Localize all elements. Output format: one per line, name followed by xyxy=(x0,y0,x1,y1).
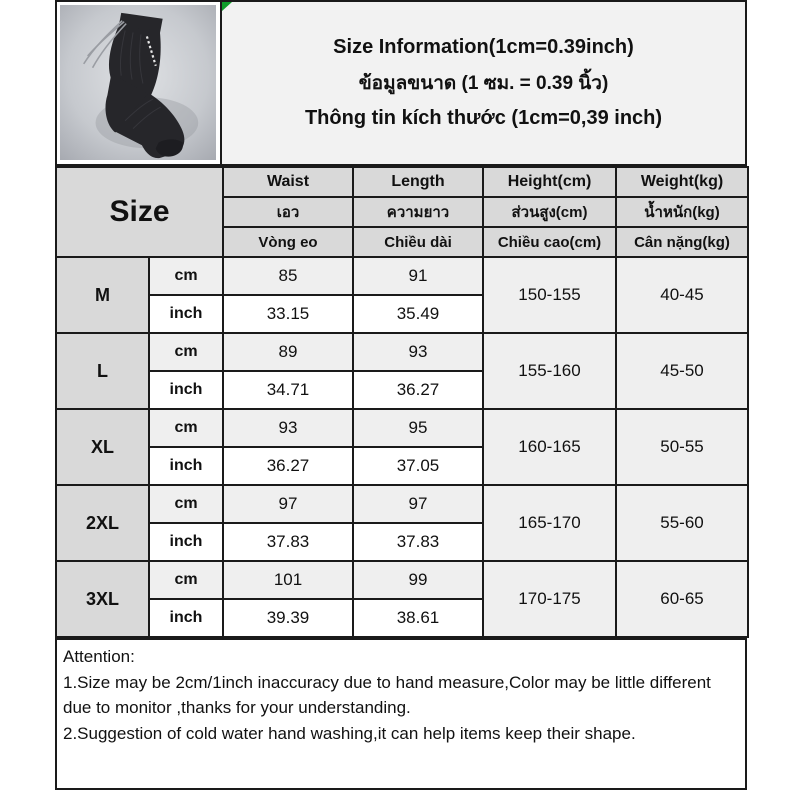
weight-range: 60-65 xyxy=(616,561,748,637)
length-cm-value: 97 xyxy=(353,485,483,523)
waist-cm-value: 93 xyxy=(223,409,353,447)
col-weight-th: น้ำหนัก(kg) xyxy=(616,197,748,227)
waist-inch-value: 34.71 xyxy=(223,371,353,409)
attention-note xyxy=(55,638,747,790)
unit-inch-label: inch xyxy=(149,599,223,637)
waist-cm-value: 85 xyxy=(223,257,353,295)
weight-range: 40-45 xyxy=(616,257,748,333)
waist-inch-value: 33.15 xyxy=(223,295,353,333)
unit-cm-label: cm xyxy=(149,333,223,371)
waist-inch-value: 39.39 xyxy=(223,599,353,637)
height-range: 170-175 xyxy=(483,561,616,637)
green-corner-marker-icon xyxy=(222,2,232,11)
unit-cm-label: cm xyxy=(149,561,223,599)
weight-range: 55-60 xyxy=(616,485,748,561)
size-table xyxy=(55,166,749,638)
col-weight-en: Weight(kg) xyxy=(616,167,748,197)
col-length-vi: Chiều dài xyxy=(353,227,483,257)
height-range: 165-170 xyxy=(483,485,616,561)
col-height-th: ส่วนสูง(cm) xyxy=(483,197,616,227)
black-jogger-pants-image xyxy=(60,5,216,160)
weight-range: 50-55 xyxy=(616,409,748,485)
waist-inch-value: 36.27 xyxy=(223,447,353,485)
col-height-vi: Chiều cao(cm) xyxy=(483,227,616,257)
attention-item: 2.Suggestion of cold water hand washing,it can help items keep their shape. xyxy=(63,723,636,743)
table-row xyxy=(56,485,748,523)
length-inch-value: 35.49 xyxy=(353,295,483,333)
waist-cm-value: 97 xyxy=(223,485,353,523)
table-row xyxy=(56,257,748,295)
title-english: Size Information(1cm=0.39inch) xyxy=(333,36,634,58)
unit-cm-label: cm xyxy=(149,257,223,295)
waist-cm-value: 101 xyxy=(223,561,353,599)
waist-cm-value: 89 xyxy=(223,333,353,371)
length-cm-value: 99 xyxy=(353,561,483,599)
attention-item: 1.Size may be 2cm/1inch inaccuracy due to hand measure,Color may be little different due to monitor ,thanks for your understanding. xyxy=(63,672,711,717)
unit-inch-label: inch xyxy=(149,523,223,561)
size-information-title xyxy=(222,2,745,164)
length-inch-value: 38.61 xyxy=(353,599,483,637)
header-block xyxy=(55,0,747,166)
unit-inch-label: inch xyxy=(149,447,223,485)
weight-range: 45-50 xyxy=(616,333,748,409)
length-cm-value: 93 xyxy=(353,333,483,371)
length-inch-value: 36.27 xyxy=(353,371,483,409)
length-cm-value: 95 xyxy=(353,409,483,447)
size-chart-sheet xyxy=(55,0,747,790)
col-weight-vi: Cân nặng(kg) xyxy=(616,227,748,257)
col-height-en: Height(cm) xyxy=(483,167,616,197)
table-row xyxy=(56,561,748,599)
size-label: L xyxy=(56,333,149,409)
product-photo-cell xyxy=(57,2,222,164)
col-length-th: ความยาว xyxy=(353,197,483,227)
size-label: M xyxy=(56,257,149,333)
length-inch-value: 37.05 xyxy=(353,447,483,485)
table-row xyxy=(56,409,748,447)
height-range: 150-155 xyxy=(483,257,616,333)
unit-inch-label: inch xyxy=(149,371,223,409)
col-waist-th: เอว xyxy=(223,197,353,227)
size-label: 3XL xyxy=(56,561,149,637)
size-header-cell: Size xyxy=(56,167,223,257)
title-thai: ข้อมูลขนาด (1 ซม. = 0.39 นิ้ว) xyxy=(358,73,609,94)
col-length-en: Length xyxy=(353,167,483,197)
table-row xyxy=(56,333,748,371)
unit-cm-label: cm xyxy=(149,485,223,523)
height-range: 155-160 xyxy=(483,333,616,409)
col-waist-vi: Vòng eo xyxy=(223,227,353,257)
waist-inch-value: 37.83 xyxy=(223,523,353,561)
col-waist-en: Waist xyxy=(223,167,353,197)
length-inch-value: 37.83 xyxy=(353,523,483,561)
size-label: 2XL xyxy=(56,485,149,561)
unit-inch-label: inch xyxy=(149,295,223,333)
attention-heading: Attention: xyxy=(63,647,135,666)
length-cm-value: 91 xyxy=(353,257,483,295)
title-vietnamese: Thông tin kích thước (1cm=0,39 inch) xyxy=(304,107,663,129)
unit-cm-label: cm xyxy=(149,409,223,447)
size-label: XL xyxy=(56,409,149,485)
height-range: 160-165 xyxy=(483,409,616,485)
